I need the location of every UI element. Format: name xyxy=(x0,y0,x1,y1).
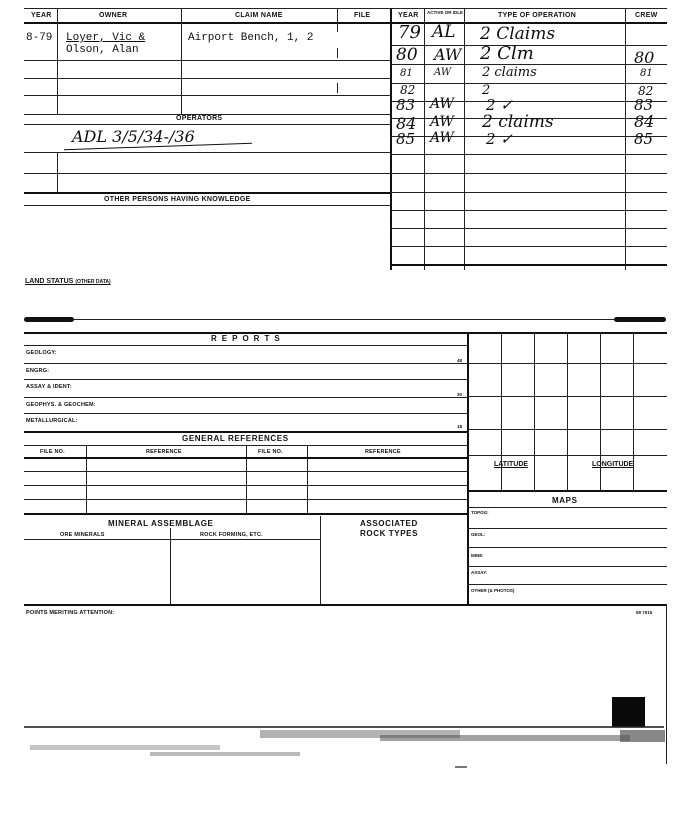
reports-geophys-label: GEOPHYS. & GEOCHEM: xyxy=(26,402,96,408)
ops-header-year: YEAR xyxy=(398,12,419,19)
ops-row3-year: 82 xyxy=(400,83,416,97)
maps-assay: ASSAY: xyxy=(471,570,488,575)
rock-forming-label: ROCK FORMING, ETC. xyxy=(200,532,263,538)
ops-row3-crew: 82 xyxy=(638,84,654,98)
ops-header-crew: CREW xyxy=(635,12,658,19)
maps-topog: TOPOG: xyxy=(471,510,489,515)
ore-minerals-label: ORE MINERALS xyxy=(60,532,105,538)
ops-row2-type: 2 claims xyxy=(482,65,537,80)
ops-row5-crew: 84 xyxy=(634,112,655,131)
ops-row2-status: AW xyxy=(434,67,452,78)
reports-title: REPORTS xyxy=(211,334,285,343)
ops-row0-status: AL xyxy=(432,22,456,42)
associated-label: ASSOCIATED xyxy=(360,519,418,528)
ops-row1-year: 80 xyxy=(396,45,418,65)
ops-row4-year: 83 xyxy=(396,96,416,114)
reports-geology-num: 48 xyxy=(457,358,463,363)
rock-types-label: ROCK TYPES xyxy=(360,529,419,538)
points-meriting-label: POINTS MERITING ATTENTION: xyxy=(26,610,115,616)
ops-row6-crew: 85 xyxy=(634,130,654,148)
reports-assay-num: 30 xyxy=(457,392,463,397)
row1-year: 8-79 xyxy=(26,32,53,44)
ops-row4-type: 2 ✓ xyxy=(486,96,513,114)
ops-row1-status: AW xyxy=(434,45,462,64)
reports-metallurgical-label: METALLURGICAL: xyxy=(26,418,78,424)
ops-row5-year: 84 xyxy=(396,114,417,133)
general-references-title: GENERAL REFERENCES xyxy=(182,434,289,443)
reports-engrg-label: ENGRG: xyxy=(26,368,50,374)
header-owner: OWNER xyxy=(99,12,128,19)
latitude-label: LATITUDE xyxy=(494,461,529,468)
ops-row3-type: 2 xyxy=(482,83,491,98)
ops-row0-year: 79 xyxy=(398,22,421,43)
ops-row6-year: 85 xyxy=(396,130,416,148)
maps-title: MAPS xyxy=(552,496,578,505)
header-file: FILE xyxy=(354,12,371,19)
ops-row2-year: 81 xyxy=(400,68,413,79)
land-status-label xyxy=(25,278,111,285)
gref-header-file2: FILE NO. xyxy=(258,449,283,455)
ops-row5-status: AW xyxy=(430,114,454,130)
header-year: YEAR xyxy=(31,12,52,19)
row1-owner: Loyer, Vic & xyxy=(66,32,146,44)
ops-row2-crew: 81 xyxy=(640,68,653,79)
ops-row4-status: AW xyxy=(430,96,454,112)
reports-geology-label: GEOLOGY: xyxy=(26,350,57,356)
header-claim-name: CLAIM NAME xyxy=(235,12,283,19)
scan-dark-mark xyxy=(612,697,645,727)
land-status-title: LAND STATUS xyxy=(25,278,74,285)
land-status-sub: (OTHER DATA) xyxy=(75,279,111,285)
reports-metallurgical-num: 18 xyxy=(457,424,463,429)
ops-header-active-idle: ACTIVE OR IDLE xyxy=(427,10,464,15)
operators-handwritten-note: ADL 3/5/34-/36 xyxy=(72,127,195,146)
ops-row1-type: 2 Clm xyxy=(480,43,534,64)
other-persons-label: OTHER PERSONS HAVING KNOWLEDGE xyxy=(104,196,251,203)
ops-row1-crew: 80 xyxy=(634,48,655,67)
form-number: 59 7015 xyxy=(636,610,653,615)
operators-label: OPERATORS xyxy=(176,115,223,122)
land-status-smudge-right xyxy=(614,317,666,322)
mineral-assemblage-title: MINERAL ASSEMBLAGE xyxy=(108,519,214,528)
row1-claim-name: Airport Bench, 1, 2 xyxy=(188,32,314,44)
reports-assay-label: ASSAY & IDENT: xyxy=(26,384,72,390)
maps-geol: GEOL: xyxy=(471,532,486,537)
ops-row0-type: 2 Claims xyxy=(480,24,556,44)
row2-owner: Olson, Alan xyxy=(66,44,139,56)
ops-row4-crew: 83 xyxy=(634,96,654,114)
gref-header-file1: FILE NO. xyxy=(40,449,65,455)
longitude-label: LONGITUDE xyxy=(592,461,634,468)
ops-row6-status: AW xyxy=(430,130,454,146)
gref-header-ref2: REFERENCE xyxy=(365,449,401,455)
ops-header-type: TYPE OF OPERATION xyxy=(498,12,577,19)
ops-row5-type: 2 claims xyxy=(482,112,554,132)
maps-other: OTHER (& PHOTOS) xyxy=(471,588,515,593)
gref-header-ref1: REFERENCE xyxy=(146,449,182,455)
land-status-smudge-left xyxy=(24,317,74,322)
ops-row6-type: 2 ✓ xyxy=(486,130,513,148)
maps-mine: MINE: xyxy=(471,553,484,558)
